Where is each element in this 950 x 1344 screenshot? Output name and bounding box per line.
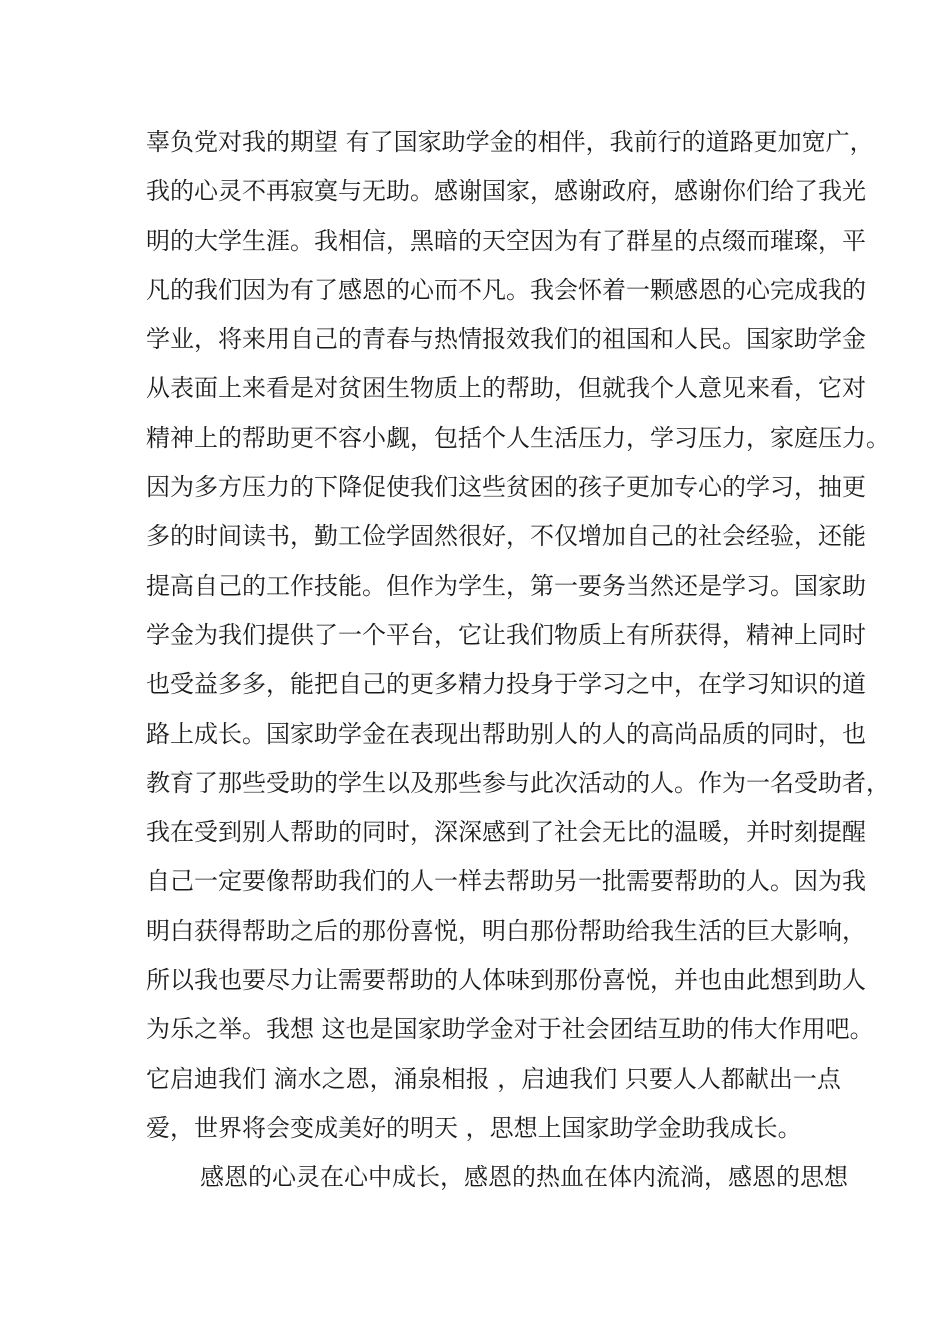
text-line-8: 因为多方压力的下降促使我们这些贫困的孩子更加专心的学习，抽更 — [146, 473, 866, 502]
text-line-16: 自己一定要像帮助我们的人一样去帮助另一批需要帮助的人。因为我 — [146, 867, 866, 896]
text-line-11: 学金为我们提供了一个平台，它让我们物质上有所获得，精神上同时 — [146, 620, 866, 649]
paragraph-start-line: 感恩的心灵在心中成长，感恩的热血在体内流淌，感恩的思想 — [200, 1163, 848, 1192]
text-line-9: 多的时间读书，勤工俭学固然很好，不仅增加自己的社会经验，还能 — [146, 522, 866, 551]
text-line-14: 教育了那些受助的学生以及那些参与此次活动的人。作为一名受助者， — [146, 768, 890, 797]
text-line-20: 它启迪我们 滴水之恩，涌泉相报 ，启迪我们 只要人人都献出一点 — [146, 1064, 841, 1093]
text-line-1: 辜负党对我的期望 有了国家助学金的相伴，我前行的道路更加宽广， — [146, 128, 874, 156]
text-line-21: 爱，世界将会变成美好的明天 ，思想上国家助学金助我成长。 — [146, 1113, 802, 1142]
text-line-10: 提高自己的工作技能。但作为学生，第一要务当然还是学习。国家助 — [146, 571, 866, 600]
text-line-15: 我在受到别人帮助的同时，深深感到了社会无比的温暖，并时刻提醒 — [146, 818, 866, 847]
text-line-19: 为乐之举。我想 这也是国家助学金对于社会团结互助的伟大作用吧。 — [146, 1015, 874, 1044]
text-line-4: 凡的我们因为有了感恩的心而不凡。我会怀着一颗感恩的心完成我的 — [146, 275, 866, 304]
text-line-7: 精神上的帮助更不容小觑，包括个人生活压力，学习压力，家庭压力。 — [146, 423, 890, 452]
text-line-13: 路上成长。国家助学金在表现出帮助别人的人的高尚品质的同时，也 — [146, 719, 866, 748]
text-line-18: 所以我也要尽力让需要帮助的人体味到那份喜悦，并也由此想到助人 — [146, 966, 866, 995]
text-line-2: 我的心灵不再寂寞与无助。感谢国家，感谢政府，感谢你们给了我光 — [146, 177, 866, 206]
text-line-17: 明白获得帮助之后的那份喜悦，明白那份帮助给我生活的巨大影响， — [146, 916, 866, 945]
body-text — [146, 118, 890, 1203]
text-line-3: 明的大学生涯。我相信，黑暗的天空因为有了群星的点缀而璀璨，平 — [146, 226, 866, 255]
text-line-12: 也受益多多，能把自己的更多精力投身于学习之中，在学习知识的道 — [146, 670, 866, 699]
text-line-6: 从表面上来看是对贫困生物质上的帮助，但就我个人意见来看，它对 — [146, 374, 866, 403]
text-line-5: 学业，将来用自己的青春与热情报效我们的祖国和人民。国家助学金 — [146, 325, 866, 354]
